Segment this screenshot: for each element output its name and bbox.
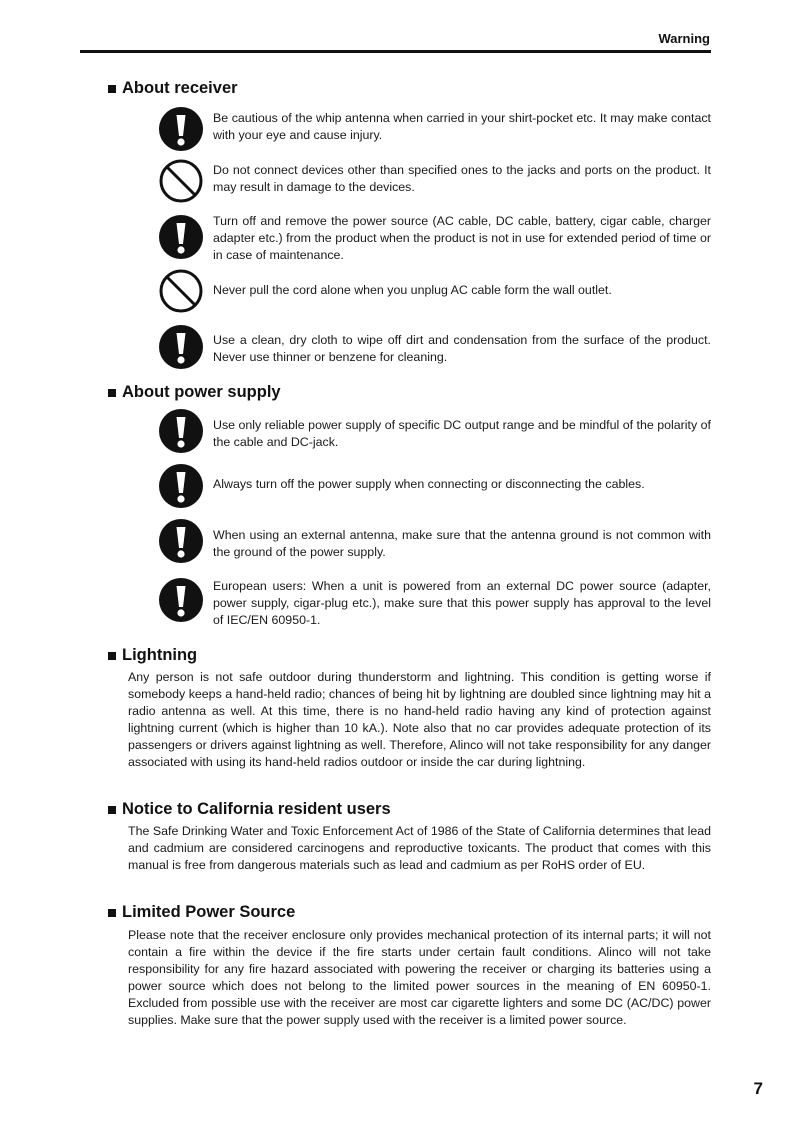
heading-bullet [108, 389, 116, 397]
section-heading-lightning [108, 646, 197, 665]
warning-text: Never pull the cord alone when you unplug AC cable form the wall outlet. [213, 283, 612, 297]
exclamation-icon [158, 408, 204, 454]
warning-text: Use only reliable power supply of specific DC output range and be mindful of the polarity of the cable and DC-jack. [213, 418, 711, 449]
prohibited-icon [158, 268, 204, 314]
exclamation-icon [158, 463, 204, 509]
section-heading-receiver [108, 79, 238, 98]
section-title: About receiver [122, 79, 238, 97]
section-title: Notice to California resident users [122, 800, 391, 818]
warning-text: Turn off and remove the power source (AC cable, DC cable, battery, cigar cable, charger adapter etc.) from the product when the product is not in use for extended period of time or in case of maintenance. [213, 214, 711, 262]
warning-text: Use a clean, dry cloth to wipe off dirt and condensation from the surface of the product. Never use thinner or benzene for cleaning. [213, 333, 711, 364]
exclamation-icon [158, 324, 204, 370]
heading-bullet [108, 806, 116, 814]
prohibited-icon [158, 158, 204, 204]
warning-text: Do not connect devices other than specified ones to the jacks and ports on the product. It may result in damage to the devices. [213, 163, 711, 194]
heading-bullet [108, 652, 116, 660]
section-title: Limited Power Source [122, 903, 296, 921]
header-rule [80, 50, 711, 53]
exclamation-icon [158, 214, 204, 260]
california-paragraph: The Safe Drinking Water and Toxic Enforcement Act of 1986 of the State of California determines that lead and cadmium are considered carcinogens and reproductive toxicants. The product that comes with this manual is free from dangerous materials such as lead and cadmium as per RoHS order of EU. [128, 824, 711, 872]
section-heading-power [108, 383, 281, 402]
warning-text: Be cautious of the whip antenna when carried in your shirt-pocket etc. It may make contact with your eye and cause injury. [213, 111, 711, 142]
exclamation-icon [158, 106, 204, 152]
lightning-paragraph: Any person is not safe outdoor during thunderstorm and lightning. This condition is getting worse if somebody keeps a hand-held radio; chances of being hit by lightning are doubled since lightning may hit a radio antenna as well. At this time, there is no hand-held radio having any kind of protection against lightning current (which is higher than 10 kA.). Note also that no car provides adequate protection of its passengers or drivers against lightning as well. Therefore, Alinco will not take responsibility for any danger associated with using its hand-held radios outdoor or inside the car during lightning. [128, 670, 711, 769]
warning-text: When using an external antenna, make sure that the antenna ground is not common with the ground of the power supply. [213, 528, 711, 559]
section-heading-limited-power [108, 903, 295, 922]
section-title: About power supply [122, 383, 281, 401]
header-label: Warning [658, 31, 710, 46]
warning-text: Always turn off the power supply when connecting or disconnecting the cables. [213, 477, 645, 491]
section-heading-california [108, 800, 391, 819]
exclamation-icon [158, 577, 204, 623]
section-title: Lightning [122, 646, 198, 664]
exclamation-icon [158, 518, 204, 564]
limited-power-paragraph: Please note that the receiver enclosure only provides mechanical protection of its internal parts; it will not contain a fire within the device if the fire starts under certain fault conditions. Alinco will not take responsibility for any fire hazard associated with powering the receiver or charging its batteries using a power source which does not belong to the limited power sources in the meaning of EN 60950-1. Excluded from possible use with the receiver are most car cigarette lighters and some DC (AC/DC) power supplies. Make sure that the power supply used with the receiver is a limited power source. [128, 928, 711, 1027]
warning-text: European users: When a unit is powered from an external DC power source (adapter, power supply, cigar-plug etc.), make sure that this power supply has approval to the level of IEC/EN 60950-1. [213, 579, 711, 627]
page-number: 7 [753, 1079, 763, 1098]
heading-bullet [108, 909, 116, 917]
heading-bullet [108, 85, 116, 93]
